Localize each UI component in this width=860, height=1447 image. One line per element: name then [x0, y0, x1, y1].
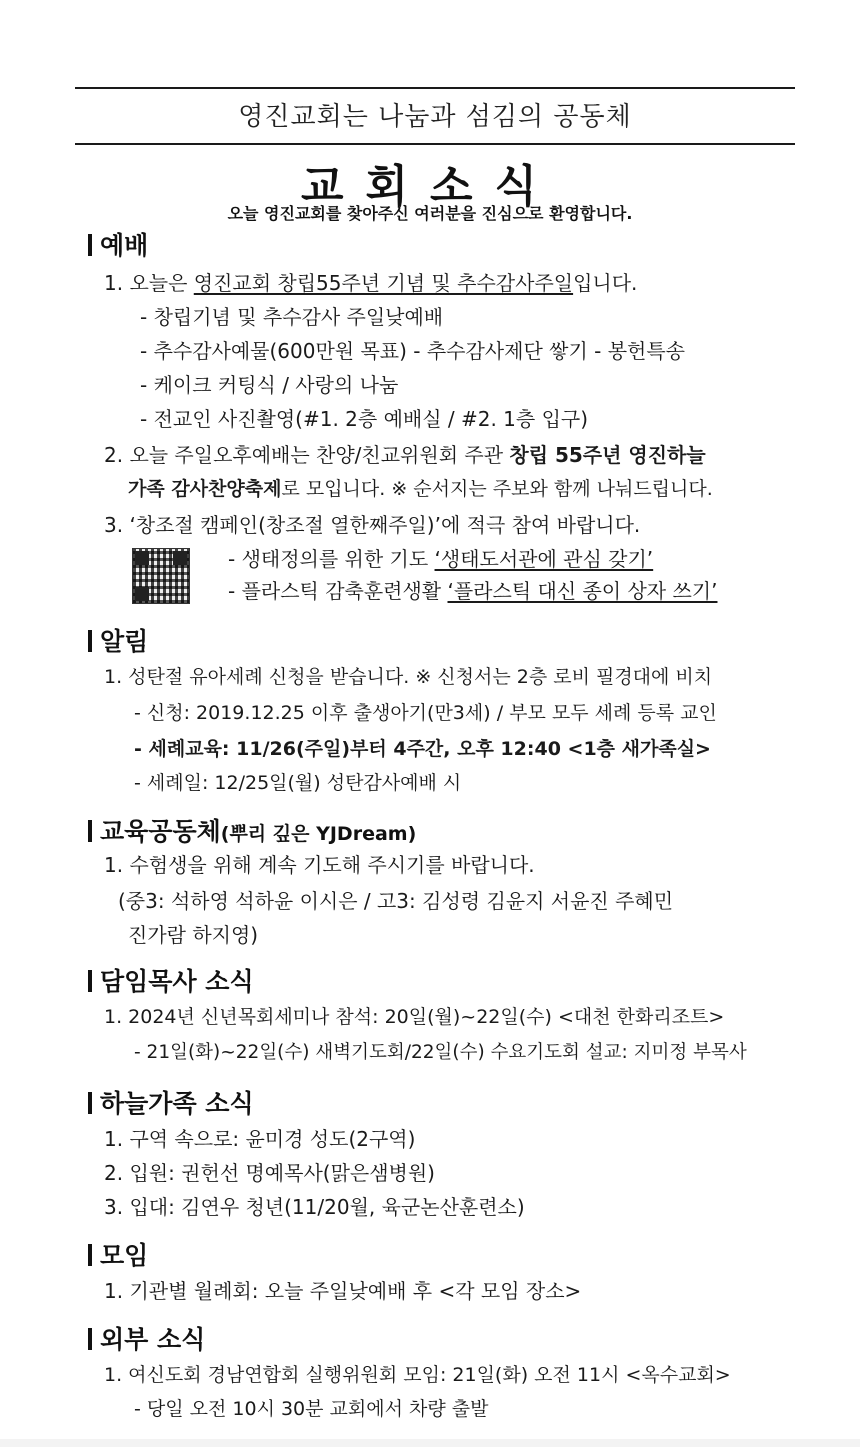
page-title: 교회소식 [300, 161, 559, 212]
section-notice-heading: 알림 [88, 622, 148, 658]
pastor-detail-1: - 21일(화)~22일(수) 새벽기도회/22일(수) 수요기도회 설교: 지미정 부목사 [134, 1042, 747, 1063]
campaign-detail-2: - 플라스틱 감축훈련생활 ‘플라스틱 대신 종이 상자 쓰기’ [228, 579, 718, 603]
worship-item-2-cont: 가족 감사찬양축제로 모입니다. ※ 순서지는 주보와 함께 나눠드립니다. [128, 478, 713, 500]
top-rule [75, 87, 795, 89]
external-item-1: 1. 여신도회 경남연합회 실행위원회 모임: 21일(화) 오전 11시 <옥수교회> [104, 1364, 731, 1386]
section-education-heading: 교육공동체(뿌리 깊은 YJDream) [88, 812, 416, 848]
section-bar-icon [88, 1244, 92, 1266]
notice-detail-1: - 신청: 2019.12.25 이후 출생아기(만3세) / 부모 모두 세례 등록 교인 [134, 702, 717, 724]
pastor-item-1: 1. 2024년 신년목회세미나 참석: 20일(월)~22일(수) <대천 한화리조트> [104, 1006, 725, 1028]
qr-code-icon[interactable] [132, 548, 190, 604]
worship-detail-4: - 전교인 사진촬영(#1. 2층 예배실 / #2. 1층 입구) [140, 407, 589, 431]
notice-detail-3: - 세례일: 12/25일(월) 성탄감사예배 시 [134, 772, 462, 794]
education-students-line-1: (중3: 석하영 석하윤 이시은 / 고3: 김성령 김윤지 서윤진 주혜민 [118, 889, 674, 913]
scan-edge [0, 1439, 860, 1447]
campaign-detail-1: - 생태정의를 위한 기도 ‘생태도서관에 관심 갖기’ [228, 547, 654, 571]
worship-item-3: 3. ‘창조절 캠페인(창조절 열한째주일)’에 적극 참여 바랍니다. [104, 513, 641, 537]
section-family-heading: 하늘가족 소식 [88, 1084, 254, 1120]
external-detail-1: - 당일 오전 10시 30분 교회에서 차량 출발 [134, 1398, 489, 1420]
worship-item-1: 1. 오늘은 영진교회 창립55주년 기념 및 추수감사주일입니다. [104, 271, 638, 295]
worship-detail-2: - 추수감사예물(600만원 목표) - 추수감사제단 쌓기 - 봉헌특송 [140, 339, 685, 363]
section-meeting-heading: 모임 [88, 1236, 148, 1272]
family-item-3: 3. 입대: 김연우 청년(11/20월, 육군논산훈련소) [104, 1195, 525, 1219]
section-bar-icon [88, 630, 92, 652]
worship-detail-3: - 케이크 커팅식 / 사랑의 나눔 [140, 373, 399, 397]
education-students-line-2: 진가람 하지영) [128, 923, 259, 947]
education-item-1: 1. 수험생을 위해 계속 기도해 주시기를 바랍니다. [104, 853, 535, 877]
worship-detail-1: - 창립기념 및 추수감사 주일낮예배 [140, 305, 444, 329]
family-item-2: 2. 입원: 권헌선 명예목사(맑은샘병원) [104, 1161, 435, 1185]
section-worship-heading: 예배 [88, 226, 148, 262]
meeting-item-1: 1. 기관별 월례회: 오늘 주일낮예배 후 <각 모임 장소> [104, 1279, 582, 1303]
section-bar-icon [88, 1328, 92, 1350]
family-item-1: 1. 구역 속으로: 윤미경 성도(2구역) [104, 1127, 416, 1151]
section-external-heading: 외부 소식 [88, 1320, 205, 1356]
section-bar-icon [88, 820, 92, 842]
church-motto: 영진교회는 나눔과 섬김의 공동체 [238, 102, 632, 132]
section-pastor-heading: 담임목사 소식 [88, 962, 254, 998]
notice-item-1: 1. 성탄절 유아세례 신청을 받습니다. ※ 신청서는 2층 로비 필경대에 비치 [104, 666, 713, 688]
middle-rule [75, 143, 795, 145]
welcome-message: 오늘 영진교회를 찾아주신 여러분을 진심으로 환영합니다. [227, 204, 633, 223]
notice-detail-2: - 세례교육: 11/26(주일)부터 4주간, 오후 12:40 <1층 새가족실> [134, 738, 711, 760]
section-bar-icon [88, 234, 92, 256]
section-bar-icon [88, 970, 92, 992]
section-bar-icon [88, 1092, 92, 1114]
worship-item-2: 2. 오늘 주일오후예배는 찬양/친교위원회 주관 창립 55주년 영진하늘 [104, 443, 706, 467]
